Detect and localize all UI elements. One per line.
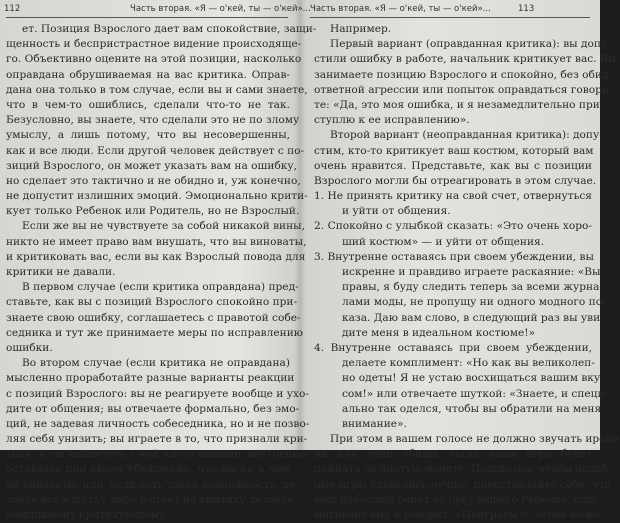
text-line: и критиковать вас, если вы как Взрослый повода для bbox=[6, 250, 306, 263]
text-line: кует только Ребенок или Родитель, но не Взрослый. bbox=[6, 205, 300, 218]
text-line: ально так оделся, чтобы вы обратили на меня bbox=[342, 402, 602, 415]
header-rule bbox=[6, 17, 288, 18]
text-line: очень нравится. Представьте, как вы с позиции bbox=[314, 159, 592, 172]
text-line: Во втором случае (если критика не оправдана) bbox=[22, 357, 290, 370]
text-line: оставаясь при своем убеждении, что вы ни в чем bbox=[6, 463, 290, 476]
text-line: 4. Внутренне оставаясь при своем убеждении, bbox=[314, 341, 592, 354]
text-line: искренне и правдиво играете раскаяние: «Вы bbox=[342, 266, 601, 278]
running-head: Часть вторая. «Я — о'кей, ты — о'кей»... bbox=[130, 4, 311, 14]
text-line: ные игры удавались лучше, представляйте себе, что bbox=[314, 478, 611, 491]
text-line: тику, и соглашаетесь с ней чисто внешне, внутренне bbox=[6, 448, 306, 461]
text-line: но сделает это тактично и не обидно и, уж конечно, bbox=[6, 174, 301, 187]
text-line: принята за чистую монету. Подсказка: чтобы подоб- bbox=[314, 463, 612, 476]
text-line: умыслу, а лишь потому, что вы несовершенны, bbox=[6, 129, 290, 142]
text-line: лами моды, не пропущу ни одного модного по- bbox=[342, 296, 606, 309]
text-line: 3. Внутренне оставаясь при своем убеждении, вы bbox=[314, 250, 594, 263]
text-line: го. Объективно оцените на этой позиции, насколько bbox=[6, 53, 302, 66]
page-number: 113 bbox=[518, 4, 535, 14]
text-line: ляя себя унизить; вы играете в то, что признали кри- bbox=[6, 433, 308, 446]
text-line: сом!» или отвечаете шуткой: «Знаете, и специ- bbox=[342, 387, 609, 400]
text-line: ет. Позиция Взрослого дает вам спокойствие, защи- bbox=[22, 23, 317, 35]
text-line: В первом случае (если критика оправдана) пред- bbox=[22, 281, 299, 294]
text-line: оправдана обрушиваемая на вас критика. Оправ- bbox=[6, 68, 290, 81]
text-line: ваш Взрослый берет за руку вашего Ребенка, под- bbox=[314, 493, 598, 506]
text-line: Второй вариант (неоправданная критика): допу- bbox=[330, 129, 603, 142]
text-line: комплимент критикующему. bbox=[6, 509, 169, 521]
text-line: занимаете позицию Взрослого и спокойно, без обид, bbox=[314, 68, 612, 81]
text-line: Безусловно, вы знаете, что сделали это не по злому bbox=[6, 114, 300, 127]
text-line: Например. bbox=[330, 23, 392, 35]
text-line: щенность и беспристрастное видение происходяще- bbox=[6, 38, 302, 51]
text-line: ступлю к ее исправлению». bbox=[314, 114, 470, 127]
text-line: седника и тут же принимаете меры по исправлению bbox=[6, 326, 303, 339]
text-line: дана она только в том случае, если вы и сами знаете, bbox=[6, 83, 308, 96]
text-line: ставьте, как вы с позиций Взрослого спокойно при- bbox=[6, 296, 298, 309]
page-body bbox=[6, 22, 317, 523]
text-line: ответной агрессии или попыток оправдаться говори- bbox=[314, 83, 613, 96]
text-line: и уйти от общения. bbox=[342, 205, 451, 218]
text-line: ии или тени обиды, тогда ваша игра будет bbox=[314, 448, 592, 461]
text-line: но одеты! Я не устаю восхищаться вашим вку- bbox=[342, 372, 604, 385]
text-line: как и все люди. Если другой человек действует с по- bbox=[6, 144, 305, 157]
text-line: что в чем-то ошиблись, сделали что-то не так. bbox=[6, 98, 290, 111]
running-head: Часть вторая. «Я — о'кей, ты — о'кей»... bbox=[310, 4, 491, 14]
text-line: лаете все в шутку либо в ответ на критику делаете bbox=[6, 493, 294, 506]
text-line: мысленно проработайте разные варианты реакции bbox=[6, 372, 295, 385]
text-line: 1. Не принять критику на свой счет, отвернуться bbox=[314, 190, 592, 203]
text-line: ций, не задевая личность собеседника, но и не позво- bbox=[6, 417, 310, 430]
text-line: с позиций Взрослого: вы не реагируете вообще и ухо- bbox=[6, 387, 309, 400]
text-line: дите меня в идеальном костюме!» bbox=[342, 326, 536, 339]
text-line: стили ошибку в работе, начальник критикует вас. Вы bbox=[314, 53, 617, 66]
text-line: Если же вы не чувствуете за собой никакой вины, bbox=[22, 220, 305, 233]
text-line: ошибки. bbox=[6, 341, 53, 354]
text-line: стим, кто-то критикует ваш костюм, который вам bbox=[314, 144, 594, 157]
text-line: 2. Спокойно с улыбкой сказать: «Это очень хоро- bbox=[314, 220, 592, 233]
header-rule bbox=[310, 17, 590, 18]
text-line: правы, я буду следить теперь за всеми журна- bbox=[342, 281, 603, 294]
page-body bbox=[314, 22, 620, 523]
text-line: ший костюм» — и уйти от общения. bbox=[342, 235, 545, 248]
page-number: 112 bbox=[4, 4, 21, 14]
text-line: Первый вариант (оправданная критика): вы допу- bbox=[330, 38, 611, 51]
text-line: мигивает ему и говорит: «Поиграем?» Затем можe- bbox=[314, 509, 604, 521]
text-line: те: «Да, это моя ошибка, и я незамедлительно при- bbox=[314, 98, 604, 111]
text-line: никто не имеет право вам внушать, что вы виноваты, bbox=[6, 235, 307, 248]
text-line: дите от общения; вы отвечаете формально, без эмо- bbox=[6, 402, 300, 415]
text-line: критики не давали. bbox=[6, 266, 116, 278]
text-line: не допустит излишних эмоций. Эмоционально крити- bbox=[6, 190, 308, 203]
text-line: делаете комплимент: «Но как вы великолеп- bbox=[342, 357, 595, 370]
text-line: Взрослого могли бы отреагировать в этом случае. bbox=[314, 174, 597, 187]
right-page bbox=[304, 0, 620, 521]
text-line: знаете свою ошибку, соглашаетесь с правотой собе- bbox=[6, 311, 301, 324]
text-line: внимание». bbox=[342, 417, 407, 430]
text-line: При этом в вашем голосе не должно звучать ирони bbox=[330, 433, 620, 446]
text-line: каза. Даю вам слово, в следующий раз вы уви- bbox=[342, 311, 604, 324]
text-line: не виноваты; или, если есть такая возможность, де- bbox=[6, 478, 299, 491]
text-line: зиций Взрослого, он может указать вам на ошибку, bbox=[6, 159, 298, 172]
